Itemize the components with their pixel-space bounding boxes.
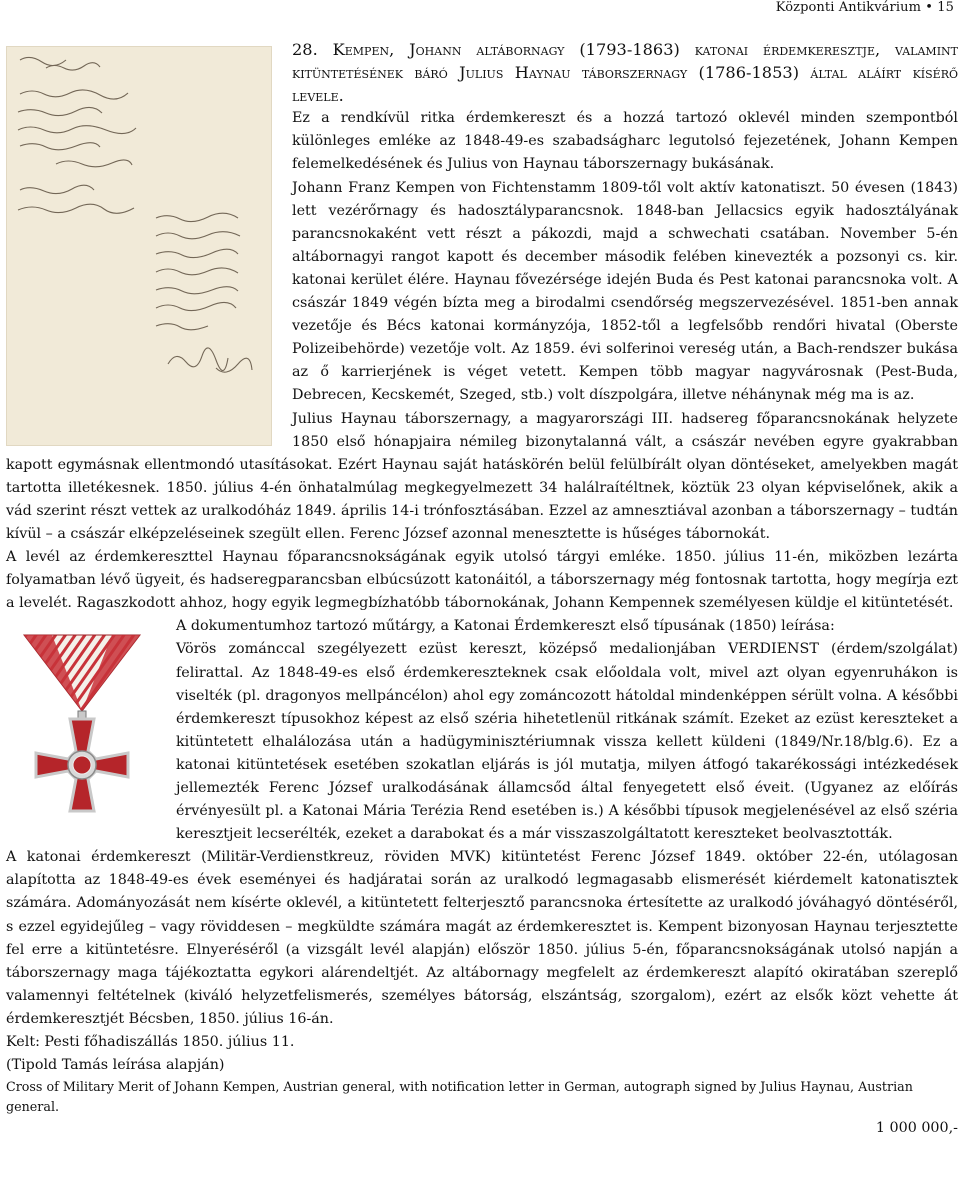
english-summary: Cross of Military Merit of Johann Kempen, Austrian general, with notification letter in German, autograph signed by Julius Haynau, Austrian general. [6,1079,913,1115]
paragraph-letter: A levél az érdemkereszttel Haynau főparancsnokságának egyik utolsó tárgyi emléke. 1850. július 11-én, miközben lezárta folyamatban lévő ügyeit, és hadseregparancsban elbúcsúzott katonáitól, a táborszernagy még fontosnak tartotta, hogy megírja ezt a levelét. Ragaszkodott ahhoz, hogy egyik legmegbízhatóbb tábornokának, Johann Kempennek személyesen küldje el kitüntetését. [6,549,958,612]
lot-title: Kempen, Johann altábornagy (1793-1863) katonai érdemkeresztje, valamint kitüntetésének báró Julius Haynau táborszernagy (1786-1853) által aláírt kísérő levele. [292,40,958,106]
source-line: (Tipold Tamás leírása alapján) [6,1057,225,1074]
page-number: 15 [937,0,954,15]
paragraph-mvk-history: A katonai érdemkereszt (Militär-Verdienstkreuz, röviden MVK) kitüntetést Ferenc József 1849. október 22-én, utólagosan alapította az 1848-49-es évek eseményei és hadjáratai során az uralkodó legmagasabb elismerését kiérdemelt katonatisztek számára. Adományozását nem kísérte oklevél, a kitüntetett felterjesztő parancsnoka értesítette az uralkodó jóváhagyó döntéséről, s ezzel egyidejűleg – vagy röviddesen – megküldte számára magát az érdemkeresztet is. Kempent bizonyosan Haynau terjesztette fel erre a kitüntetésre. Elnyeréséről (a vizsgált levél alapján) először 1850. július 5-én, főparancsnokságának utolsó napján a táborszernagy maga tájékoztatta egykori alárendeltjét. Az altábornagy megfelelt az érdemkereszt alapító okiratában szereplő valamennyi feltételnek (kiváló helyzetfelismerés, személyes bátorság, elszántság, szorgalom), ezért az elsők közt vehette át érdemkeresztjét Bécsben, 1850. július 16-án. [6,849,958,1027]
paragraph-kempen-career: Johann Franz Kempen von Fichtenstamm 1809-től volt aktív katonatiszt. 50 évesen (1843) lett vezérőrnagy és hadosztályparancsnok. 1848-ban Jellacsics egyik hadosztályának parancsnokaként vett részt a pákozdi, majd a schwechati csatában. November 5-én altábornagyi rangot kapott és december második felében kinevezték a pozsonyi cs. kir. katonai kerület élére. Haynau fővezérsége idején Buda és Pest katonai parancsnoka volt. A császár 1849 végén bízta meg a birodalmi csendőrség megszervezésével. 1851-ben annak vezetője és Bécs katonai kormányzója, 1852-től a legfelsőbb rendőri hivatal (Oberste Polizeibehörde) vezetője volt. Az 1859. évi solferinoi vereség után, a Bach-rendszer bukása az ő karrierjének is véget vetett. Kempen több magyar nagyvárosnak (Pest-Buda, Debrecen, Kecskemét, Szeged, stb.) volt díszpolgára, illetve néhánynak még ma is az. [292,179,958,404]
running-header [776,0,954,15]
lot-number: 28. [292,40,318,59]
paragraph-intro: Ez a rendkívül ritka érdemkereszt és a hozzá tartozó oklevél minden szempontból különleges emléke az 1848-49-es szabadságharc legutolsó fejezetének, Johann Kempen felemelkedésének és Julius von Haynau táborszernagy bukásának. [292,110,958,173]
paragraph-artifact-intro: A dokumentumhoz tartozó műtárgy, a Katonai Érdemkereszt első típusának (1850) leírása: [176,618,835,635]
military-merit-cross-image [12,625,152,825]
handwritten-letter-image [6,46,272,446]
origin-line: Kelt: Pesti főhadiszállás 1850. július 11. [6,1034,295,1051]
medal-photo [12,625,152,825]
running-title: Központi Antikvárium [775,0,921,15]
paragraph-haynau: Julius Haynau táborszernagy, a magyarországi III. hadsereg főparancsnokának helyzete 1850 első hónapjaira némileg bizonytalanná vált, a császár nevében egyre gyakrabban kapott egymásnak ellentmondó utasításokat. Ezért Haynau saját hatáskörén belül felülbírált olyan döntéseket, amelyekben magát tartotta illetékesnek. 1850. július 4-én önhatalmúlag megkegyelmezett 34 halálraítéltnek, köztük 23 olyan képviselőnek, akik a vád szerint részt vettek az uralkodóház 1849. április 14-i trónfosztásában. Ezzel az amnesztiával azonban a táborszernagy – tudtán kívül – a császár elképzeléseinek szegült ellen. Ferenc József azonnal menesztette is hűséges tábornokát. [6,410,958,542]
paragraph-artifact-description: Vörös zománccal szegélyezett ezüst kereszt, középső medalionjában VERDIENST (érdem/szolgálat) felirattal. Az 1848-49-es első érdemkereszteknek csak előoldala volt, mivel azt olyan egyenruhákon is viselték (pl. dragonyos mellpáncélon) ahol egy zománcozott hátoldal mindenképpen sérült volna. A későbbi érdemkereszt típusokhoz képest az első széria hihetetlenül ritkának számít. Ezeket az ezüst kereszteket a kitüntetett elhalálozása után a hadügyminisztériumnak vissza kellett küldeni (1849/Nr.18/blg.6). Ez a katonai kitüntetések esetében szokatlan eljárás is jól mutatja, milyen átfogó takarékossági intézkedések jellemezték Ferenc József uralkodásának államcsőd által fenyegetett első éveit. (Ugyanez az előírás érvényesült pl. a Katonai Mária Terézia Rend esetében is.) A későbbi típusok megjelenésével az első széria keresztjeit lecserélték, ezeket a darabokat és a már visszaszolgáltatott kereszteket beolvasztották. [176,641,958,843]
header-bullet: • [925,0,934,15]
letter-photo [6,46,272,446]
lot-price: 1 000 000,- [875,1120,958,1137]
page-body [6,38,958,1140]
